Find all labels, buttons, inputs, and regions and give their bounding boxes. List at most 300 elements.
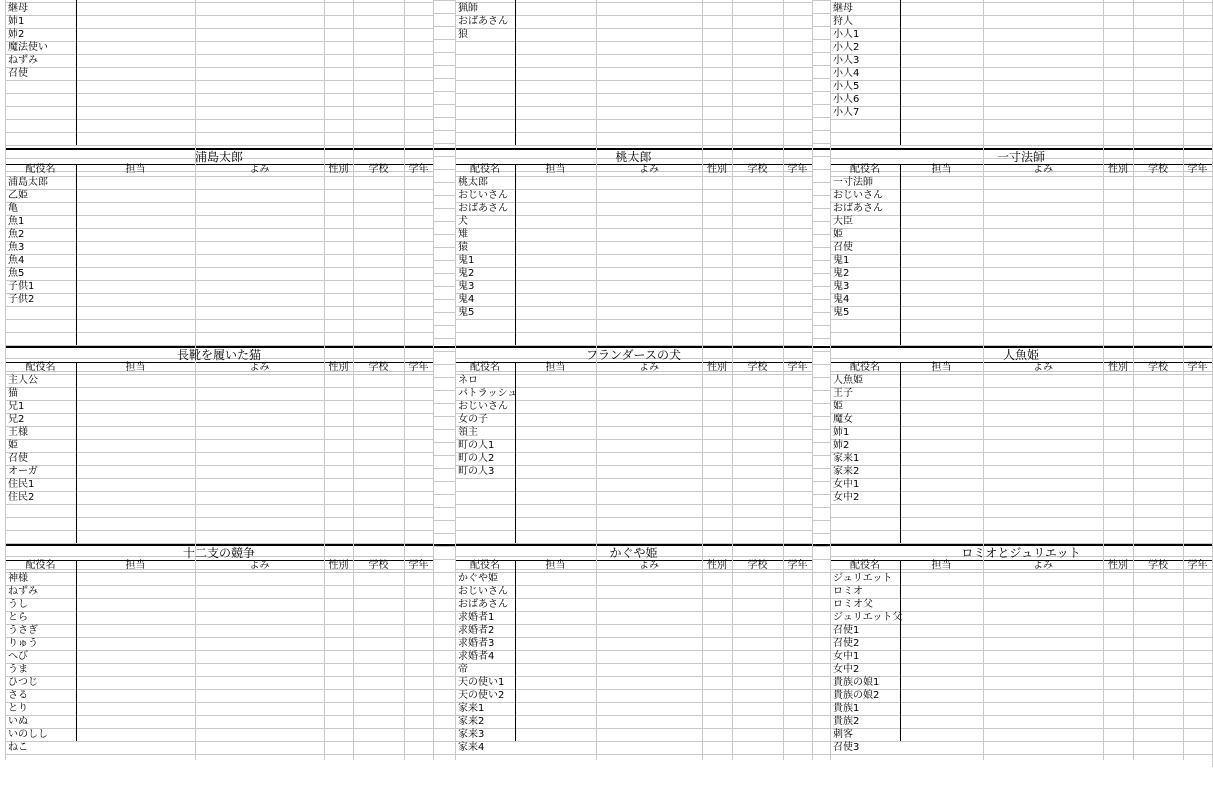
gap-gridline [433,286,455,287]
column-header: 担当 [125,164,146,175]
gap-gridline [812,286,830,287]
column-header: 性別 [707,362,727,373]
gap-gridline [812,143,830,144]
column-header: よみ [639,362,659,373]
role-name-cell[interactable]: 求婚者2 [458,625,495,636]
role-name-cell[interactable]: 魚4 [8,255,25,266]
header-top-border [455,362,812,363]
gap-gridline [812,0,830,1]
gap-gridline [812,273,830,274]
row-gridline [5,426,433,427]
gap-gridline [433,273,455,274]
role-name-cell[interactable]: おじいさん [458,586,508,597]
gap-gridline [812,13,830,14]
role-name-cell[interactable]: 猫 [8,388,18,399]
header-top-border [5,362,433,363]
gap-gridline [812,637,830,638]
role-name-cell[interactable]: 家来1 [458,703,485,714]
column-gridline [404,560,405,767]
role-name-cell[interactable]: 家来2 [458,716,485,727]
role-name-cell[interactable]: 鬼5 [458,307,475,318]
role-name-cell[interactable]: 鬼1 [833,255,850,266]
gap-gridline [433,208,455,209]
role-name-cell[interactable]: 犬 [458,216,468,227]
gap-gridline [433,195,455,196]
role-name-cell[interactable]: 召使 [8,453,28,464]
role-name-cell[interactable]: 魚2 [8,229,25,240]
row-gridline [455,715,812,716]
column-header: 性別 [1108,362,1128,373]
row-gridline [5,189,433,190]
row-gridline [830,15,1212,16]
gap-gridline [433,169,455,170]
cast-table [455,150,812,371]
gap-gridline [433,689,455,690]
row-gridline [5,267,433,268]
role-name-cell[interactable]: 狼 [458,29,468,40]
gap-gridline [433,598,455,599]
column-gridline [783,164,784,371]
role-name-cell[interactable]: 女の子 [458,414,488,425]
role-name-cell[interactable]: おばあさん [458,203,508,214]
column-header: 学校 [368,362,389,373]
role-name-cell[interactable]: 刺客 [833,729,853,740]
row-gridline [455,28,812,29]
column-header: 学校 [1148,560,1168,571]
gap-gridline [433,143,455,144]
role-name-cell[interactable]: 姉2 [8,29,25,40]
column-header: 学年 [1187,362,1208,373]
gap-gridline [433,312,455,313]
role-name-cell[interactable]: 女中2 [833,492,860,503]
role-name-cell[interactable]: 鬼2 [458,268,475,279]
role-name-cell[interactable]: 魚1 [8,216,25,227]
column-gridline [900,0,901,145]
row-gridline [455,426,812,427]
column-gridline [900,362,901,543]
row-gridline [5,15,433,16]
column-gridline [732,0,733,171]
role-name-cell[interactable]: 鬼4 [458,294,475,305]
role-name-cell[interactable]: 鬼4 [833,294,850,305]
gap-gridline [812,182,830,183]
role-name-cell[interactable]: 小人6 [833,94,860,105]
gap-gridline [433,442,455,443]
gap-gridline [812,26,830,27]
role-name-cell[interactable]: とら [8,612,28,623]
column-header: 学校 [747,164,768,175]
role-name-cell[interactable]: 魚5 [8,268,25,279]
gap-gridline [433,65,455,66]
role-name-cell[interactable]: おじいさん [458,401,508,412]
role-name-cell[interactable]: おじいさん [458,190,508,201]
column-gridline [1103,560,1104,767]
role-name-cell[interactable]: 女中1 [833,651,860,662]
role-name-cell[interactable]: 召使 [8,68,28,79]
role-name-cell[interactable]: 魔女 [833,414,853,425]
column-header: 配役名 [470,362,500,373]
role-name-cell[interactable]: 姉2 [833,440,850,451]
row-gridline [830,332,1212,333]
role-name-cell[interactable]: 鬼3 [458,281,475,292]
row-gridline [455,267,812,268]
gap-gridline [812,104,830,105]
role-name-cell[interactable]: 貴族1 [833,703,860,714]
row-gridline [830,67,1212,68]
row-gridline [455,228,812,229]
role-name-cell[interactable]: 住民1 [8,479,35,490]
gap-gridline [433,260,455,261]
row-gridline [455,728,812,729]
role-name-cell[interactable]: 貴族の娘1 [833,677,880,688]
role-name-cell[interactable]: 町の人1 [458,440,495,451]
role-name-cell[interactable]: かぐや姫 [458,573,498,584]
gap-gridline [812,520,830,521]
column-gridline [515,560,516,741]
role-name-cell[interactable]: 求婚者4 [458,651,495,662]
row-gridline [455,67,812,68]
row-gridline [455,332,812,333]
row-gridline [5,241,433,242]
row-gridline [455,650,812,651]
gap-gridline [433,130,455,131]
table-title: 人魚姫 [1002,348,1039,362]
row-gridline [830,400,1212,401]
gap-gridline [433,78,455,79]
gap-gridline [433,338,455,339]
row-gridline [455,413,812,414]
row-gridline [5,715,433,716]
gap-gridline [812,455,830,456]
row-gridline [5,624,433,625]
role-name-cell[interactable]: 小人7 [833,107,860,118]
role-name-cell[interactable]: ねこ [8,742,28,753]
header-top-border [830,164,1212,165]
row-gridline [455,504,812,505]
column-header: 性別 [328,362,349,373]
row-gridline [455,452,812,453]
column-gridline [983,164,984,371]
role-name-cell[interactable]: 姫 [833,229,843,240]
role-name-cell[interactable]: 小人1 [833,29,860,40]
role-name-cell[interactable]: 継母 [833,3,853,14]
role-name-cell[interactable]: おばあさん [458,599,508,610]
row-gridline [830,530,1212,531]
column-gridline [353,0,354,171]
row-gridline [5,650,433,651]
column-gridline [702,0,703,171]
role-name-cell[interactable]: おばあさん [833,203,883,214]
column-gridline [404,164,405,371]
column-header: 性別 [707,164,727,175]
role-name-cell[interactable]: 天の使い2 [458,690,505,701]
role-name-cell[interactable]: 王子 [833,388,853,399]
row-gridline [5,41,433,42]
role-name-cell[interactable]: 住民2 [8,492,35,503]
row-gridline [830,585,1212,586]
column-gridline [76,164,77,345]
row-gridline [5,280,433,281]
row-gridline [830,663,1212,664]
role-name-cell[interactable]: 鬼3 [833,281,850,292]
role-name-cell[interactable]: 姉1 [833,427,850,438]
role-name-cell[interactable]: 女中1 [833,479,860,490]
gap-gridline [433,507,455,508]
column-gridline [830,164,831,371]
cast-table [5,150,433,371]
row-gridline [455,439,812,440]
column-header: 担当 [125,362,146,373]
gap-gridline [812,572,830,573]
column-header: 配役名 [850,560,880,571]
role-name-cell[interactable]: 桃太郎 [458,177,488,188]
role-name-cell[interactable]: 小人2 [833,42,860,53]
role-name-cell[interactable]: 子供2 [8,294,35,305]
role-name-cell[interactable]: 姫 [8,440,18,451]
role-name-cell[interactable]: 小人3 [833,55,860,66]
row-gridline [830,319,1212,320]
role-name-cell[interactable]: 主人公 [8,375,38,386]
gap-gridline [812,559,830,560]
column-header: よみ [639,164,659,175]
column-header: 配役名 [25,560,56,571]
column-gridline [900,164,901,345]
role-name-cell[interactable]: いぬ [8,716,28,727]
column-header: 配役名 [470,164,500,175]
gap-gridline [433,403,455,404]
role-name-cell[interactable]: 領主 [458,427,478,438]
column-gridline [983,560,984,767]
role-name-cell[interactable]: 町の人3 [458,466,495,477]
gap-gridline [812,429,830,430]
role-name-cell[interactable]: 召使1 [833,625,860,636]
column-gridline [983,362,984,569]
row-gridline [5,637,433,638]
role-name-cell[interactable]: 狩人 [833,16,853,27]
cast-table [830,0,1212,171]
cast-table [455,0,812,171]
row-gridline [830,202,1212,203]
role-name-cell[interactable]: ロミオ父 [833,599,873,610]
row-gridline [455,676,812,677]
column-gridline [1103,362,1104,569]
gap-gridline [812,364,830,365]
role-name-cell[interactable]: 女中2 [833,664,860,675]
gap-gridline [812,234,830,235]
role-name-cell[interactable]: さる [8,690,28,701]
row-gridline [455,54,812,55]
column-gridline [830,560,831,767]
row-gridline [830,517,1212,518]
row-gridline [5,332,433,333]
gap-gridline [812,221,830,222]
gap-gridline [433,455,455,456]
gap-gridline [433,611,455,612]
gap-gridline [812,507,830,508]
role-name-cell[interactable]: おじいさん [833,190,883,201]
column-gridline [195,0,196,171]
role-name-cell[interactable]: 兄2 [8,414,25,425]
role-name-cell[interactable]: おばあさん [458,16,508,27]
row-gridline [830,452,1212,453]
row-gridline [830,439,1212,440]
row-gridline [830,241,1212,242]
table-title: 浦島太郎 [194,150,243,164]
role-name-cell[interactable]: りゅう [8,638,38,649]
column-header: 担当 [545,560,566,571]
column-header: よみ [249,560,270,571]
row-gridline [5,106,433,107]
role-name-cell[interactable]: 召使2 [833,638,860,649]
column-header: 学校 [368,560,389,571]
role-name-cell[interactable]: 鬼1 [458,255,475,266]
role-name-cell[interactable]: 貴族の娘2 [833,690,880,701]
column-gridline [596,164,597,371]
row-gridline [455,93,812,94]
role-name-cell[interactable]: いのしし [8,729,48,740]
role-name-cell[interactable]: 求婚者3 [458,638,495,649]
role-name-cell[interactable]: へび [8,651,28,662]
column-header: 配役名 [25,362,56,373]
column-header: 担当 [931,164,952,175]
role-name-cell[interactable]: うま [8,664,28,675]
column-gridline [783,0,784,171]
role-name-cell[interactable]: 家来3 [458,729,485,740]
row-gridline [455,254,812,255]
role-name-cell[interactable]: 王様 [8,427,28,438]
column-gridline [324,164,325,371]
header-top-border [830,560,1212,561]
role-name-cell[interactable]: うし [8,599,28,610]
role-name-cell[interactable]: ネロ [458,375,478,386]
column-header: 性別 [1108,560,1128,571]
row-gridline [455,663,812,664]
role-name-cell[interactable]: 天の使い1 [458,677,505,688]
row-gridline [455,241,812,242]
role-name-cell[interactable]: 浦島太郎 [8,177,48,188]
column-gridline [324,362,325,569]
role-name-cell[interactable]: 魔法使い [8,42,48,53]
role-name-cell[interactable]: 猟師 [458,3,478,14]
role-name-cell[interactable]: 町の人2 [458,453,495,464]
role-name-cell[interactable]: 小人4 [833,68,860,79]
row-gridline [5,517,433,518]
role-name-cell[interactable]: とり [8,703,28,714]
role-name-cell[interactable]: ジュリエット [833,573,893,584]
role-name-cell[interactable]: 亀 [8,203,18,214]
row-gridline [5,176,433,177]
column-gridline [353,164,354,371]
role-name-cell[interactable]: 子供1 [8,281,35,292]
role-name-cell[interactable]: 人魚姫 [833,375,863,386]
role-name-cell[interactable]: 召使3 [833,742,860,753]
row-gridline [455,400,812,401]
role-name-cell[interactable]: ひつじ [8,677,38,688]
column-gridline [783,362,784,569]
role-name-cell[interactable]: 家来1 [833,453,860,464]
role-name-cell[interactable]: 召使 [833,242,853,253]
column-gridline [353,560,354,767]
row-gridline [830,80,1212,81]
gap-gridline [812,624,830,625]
gap-gridline [433,468,455,469]
role-name-cell[interactable]: 兄1 [8,401,25,412]
role-name-cell[interactable]: 鬼5 [833,307,850,318]
column-header: 性別 [707,560,727,571]
role-name-cell[interactable]: ジュリエット父 [833,612,903,623]
role-name-cell[interactable]: オーガ [8,466,38,477]
role-name-cell[interactable]: 神様 [8,573,28,584]
role-name-cell[interactable]: 貴族2 [833,716,860,727]
column-gridline [515,164,516,345]
column-gridline [1133,164,1134,371]
role-name-cell[interactable]: 家来4 [458,742,485,753]
role-name-cell[interactable]: 鬼2 [833,268,850,279]
role-name-cell[interactable]: 姫 [833,401,843,412]
column-gridline [1133,560,1134,767]
role-name-cell[interactable]: 猿 [458,242,468,253]
role-name-cell[interactable]: うさぎ [8,625,38,636]
gap-gridline [433,156,455,157]
gap-gridline [812,299,830,300]
column-gridline [5,0,6,171]
gap-gridline [812,598,830,599]
column-header: 学校 [368,164,389,175]
role-name-cell[interactable]: 大臣 [833,216,853,227]
column-header: 担当 [125,560,146,571]
role-name-cell[interactable]: ロミオ [833,586,863,597]
column-gridline [5,362,6,569]
row-gridline [830,598,1212,599]
row-gridline [5,215,433,216]
role-name-cell[interactable]: 求婚者1 [458,612,495,623]
column-gridline [5,164,6,371]
row-gridline [830,41,1212,42]
row-gridline [830,145,1212,146]
role-name-cell[interactable]: パトラッシュ [458,388,518,399]
row-gridline [830,741,1212,742]
role-name-cell[interactable]: 家来2 [833,466,860,477]
column-header: 学校 [1148,362,1168,373]
role-name-cell[interactable]: 継母 [8,3,28,14]
column-gridline [195,560,196,767]
gap-gridline [433,416,455,417]
row-gridline [455,741,812,742]
gap-gridline [433,91,455,92]
gap-gridline [812,156,830,157]
spacer-gridline [5,754,433,755]
role-name-cell[interactable]: 帝 [458,664,468,675]
role-name-cell[interactable]: ねずみ [8,586,38,597]
row-gridline [830,93,1212,94]
role-name-cell[interactable]: 乙姫 [8,190,28,201]
gap-gridline [812,195,830,196]
table-title: 桃太郎 [615,150,652,164]
gap-gridline [433,0,455,1]
role-name-cell[interactable]: ねずみ [8,55,38,66]
role-name-cell[interactable]: 魚3 [8,242,25,253]
column-gridline [812,560,813,767]
role-name-cell[interactable]: 一寸法師 [833,177,873,188]
role-name-cell[interactable]: 姉1 [8,16,25,27]
column-gridline [433,0,434,171]
column-header: 学校 [1148,164,1168,175]
role-name-cell[interactable]: 小人5 [833,81,860,92]
role-name-cell[interactable]: 雉 [458,229,468,240]
column-header: 学年 [787,362,808,373]
gap-gridline [812,403,830,404]
column-gridline [404,362,405,569]
